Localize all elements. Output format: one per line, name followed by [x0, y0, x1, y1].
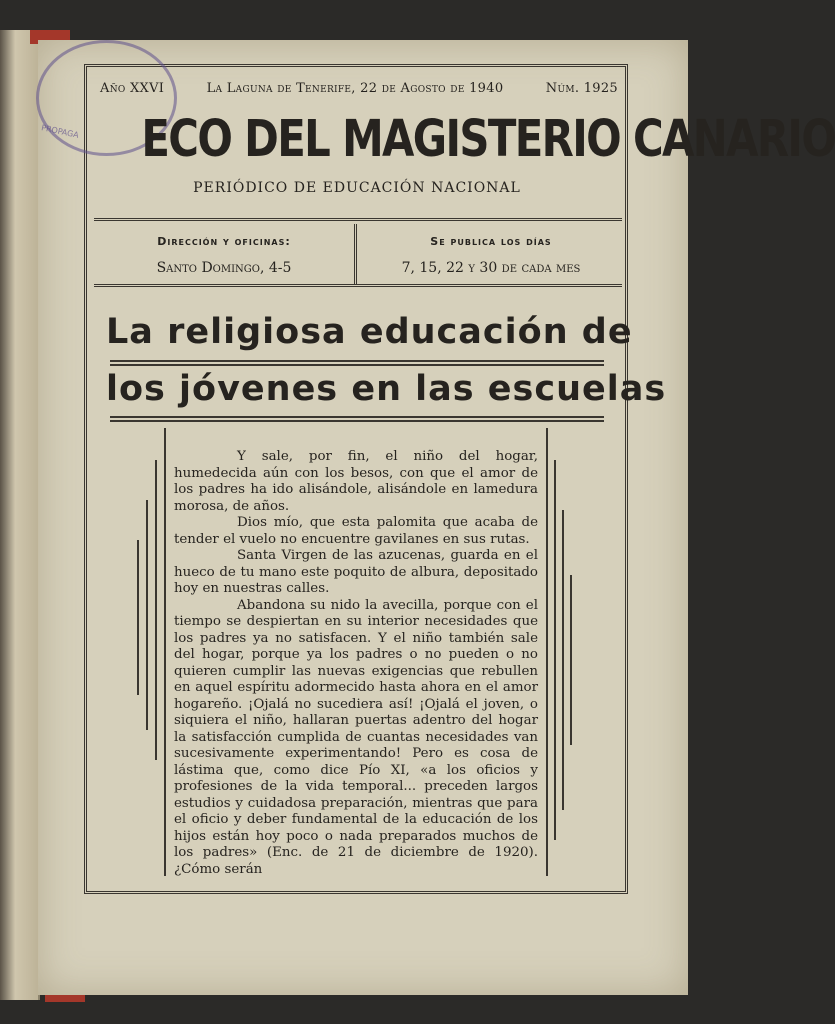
divider-bottom [94, 284, 622, 287]
book-binding [0, 30, 40, 1000]
article-body [174, 449, 538, 878]
issue-header [100, 78, 618, 98]
publication-info [362, 229, 620, 281]
publication-label: Se publica los días [430, 235, 552, 248]
divider-vertical [354, 224, 361, 284]
title-rule-1 [110, 360, 604, 362]
title-rule-2 [110, 416, 604, 418]
issue-year: Año XXVI [100, 80, 165, 96]
issue-dateline: La Laguna de Tenerife, 22 de Agosto de 1940 [206, 80, 504, 96]
article-paragraph: Abandona su nido la avecilla, porque con el tiempo se despiertan en su interior necesidades que los padres ya no satisfacen. Y el niño también sale del hogar, porque ya los padres o no pueden o no quieren cumplir las nuevas exigencias que rebullen en aquel espíritu adormecido hasta ahora en el amor hogareño. ¡Ojalá no sucediera así! ¡Ojalá el joven, o siquiera el niño, hallaran puertas adentro del hogar la satisfacción cumplida de cuantas necesidades van sucesivamente experimentando! Pero es cosa de lástima que, como dice Pío XI, «a los oficios y profesiones de la vida temporal... preceden largos estudios y cuidadosa preparación, mientras que para el oficio y deber fundamental de la educación de los hijos están hoy poco o nada preparados muchos de los padres» (Enc. de 21 de diciembre de 1920). ¿Cómo serán [174, 597, 538, 877]
title-rule-1b [110, 364, 604, 366]
article-paragraph: Y sale, por fin, el niño del hogar, humedecida aún con los besos, con que el amor de los padres ha ido alisándole, alisándole en lamedura morosa, de años. [174, 449, 538, 514]
stamp-text: PROPAGA [40, 123, 80, 140]
title-rule-2b [110, 420, 604, 422]
masthead-subtitle: PERIÓDICO DE EDUCACIÓN NACIONAL [193, 180, 521, 196]
issue-number: Núm. 1925 [545, 80, 618, 96]
office-address: Santo Domingo, 4-5 [156, 260, 292, 276]
masthead-title: ECO DEL MAGISTERIO CANARIO [141, 110, 835, 169]
article-paragraph: Santa Virgen de las azucenas, guarda en el hueco de tu mano este poquito de albura, depositado hoy en nuestras calles. [174, 548, 538, 596]
office-label: Dirección y oficinas: [157, 235, 291, 248]
article-paragraph: Dios mío, que esta palomita que acaba de tender el vuelo no encuentre gavilanes en sus rutas. [174, 515, 538, 547]
divider-top [94, 218, 622, 221]
article-title-line-2: los jóvenes en las escuelas [106, 369, 667, 409]
article-title-line-1: La religiosa educación de [106, 312, 633, 352]
publication-days: 7, 15, 22 y 30 de cada mes [401, 260, 581, 276]
office-info [96, 229, 352, 281]
